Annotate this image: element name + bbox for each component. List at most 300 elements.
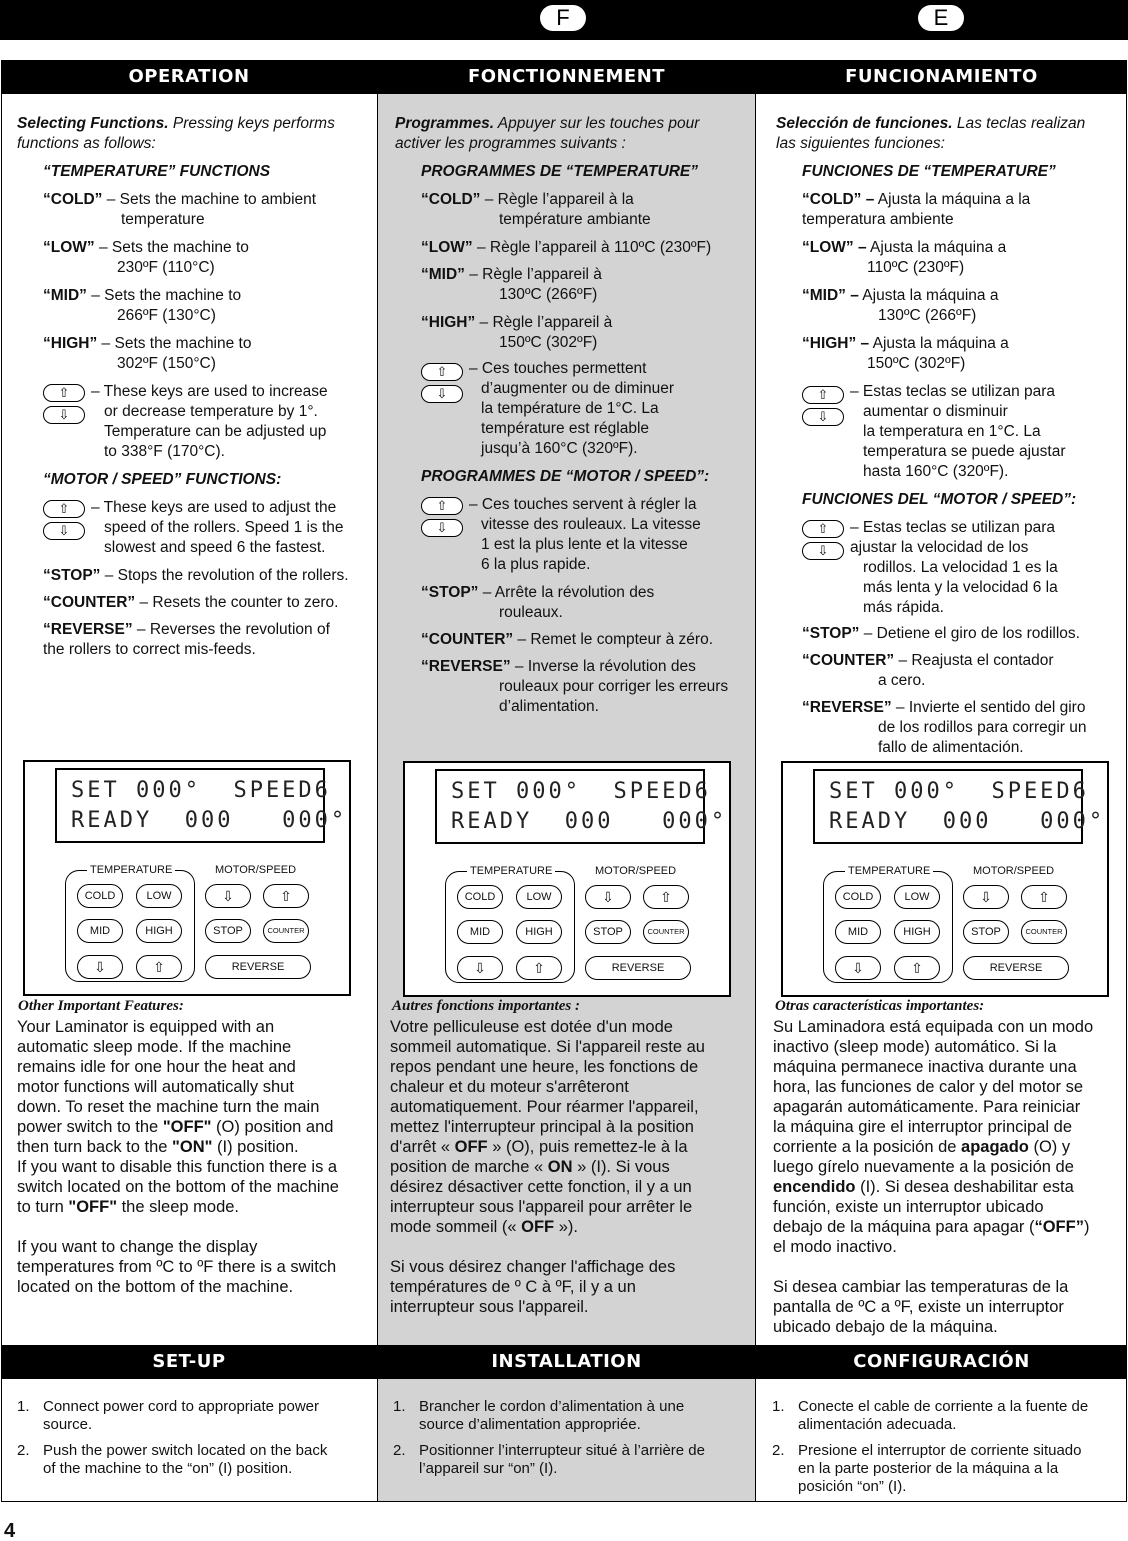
up-arrow-icon: ⇧ <box>421 497 463 515</box>
fr-feat-f: »). <box>554 1218 578 1236</box>
fr-features-line <box>390 1217 750 1237</box>
fr-operation-text <box>395 114 745 717</box>
en-setup-step-2 <box>17 1442 367 1478</box>
setup-heading-bar <box>1 1345 1127 1379</box>
es-reverse <box>802 698 1121 718</box>
fr-features-title: Autres fonctions importantes : <box>392 998 580 1014</box>
en-feat-a: power switch to the <box>17 1118 163 1136</box>
fr-stop-text-2: rouleaux. <box>499 604 563 621</box>
fr-counter-text: – Remet le compteur à zéro. <box>513 631 714 648</box>
es-low-text: Ajusta la máquina a <box>866 239 1007 256</box>
fr-low-key: “LOW” <box>421 239 473 256</box>
temp-down-arrow-icon[interactable]: ⇩ <box>77 955 123 979</box>
en-temp-keys-line: – These keys are used to increase <box>91 383 328 400</box>
temp-down-arrow-icon[interactable]: ⇩ <box>835 956 881 980</box>
es-motor-title: FUNCIONES DEL “MOTOR / SPEED”: <box>802 491 1077 508</box>
heading-setup: SET-UP <box>152 1351 226 1372</box>
fr-setup-step-1 <box>393 1398 748 1434</box>
step-text: alimentación adecuada. <box>798 1416 957 1433</box>
es-feat-f: ) <box>1083 1218 1090 1236</box>
en-intro-rest: Pressing keys performs functions as follows: <box>17 115 335 152</box>
en-temp-keys-line: Temperature can be adjusted up <box>104 423 327 440</box>
fr-features-line: repos pendant une heure, les fonctions de <box>390 1058 699 1076</box>
up-arrow-icon: ⇧ <box>421 363 463 381</box>
es-low-key: “LOW” – <box>802 239 867 256</box>
lcd-line-2: READY 000 000° <box>71 808 348 833</box>
es-setup-list <box>772 1398 1122 1504</box>
fr-feat-d: » (I). Si vous <box>572 1158 670 1176</box>
es-reverse-key: “REVERSE” <box>802 699 892 716</box>
en-cold-key: “COLD” <box>43 191 103 208</box>
lang-marker-e: E <box>918 5 964 31</box>
speed-up-arrow-icon[interactable]: ⇧ <box>1021 885 1067 909</box>
fr-features-body <box>390 1017 750 1317</box>
es-operation-text <box>776 114 1121 758</box>
en-cold-text-2: temperature <box>121 211 205 228</box>
step-text: source. <box>43 1416 93 1433</box>
es-features-line: inactivo (sleep mode) automático. Si la <box>773 1038 1057 1056</box>
en-stop-key: “STOP” <box>43 567 101 584</box>
es-mid <box>802 286 1121 306</box>
lcd-display <box>813 769 1106 844</box>
es-features-title: Otras características importantes: <box>775 998 985 1014</box>
speed-up-arrow-icon[interactable]: ⇧ <box>263 884 309 908</box>
fr-cold-text-2: température ambiante <box>499 211 651 228</box>
es-high-text-2: 150ºC (302ºF) <box>867 355 966 372</box>
en-features-line: Your Laminator is equipped with an <box>17 1018 275 1036</box>
step-text: posición “on” (I). <box>798 1478 907 1495</box>
counter-button[interactable]: COUNTER <box>643 920 689 944</box>
es-low-text-2: 110ºC (230ºF) <box>867 259 965 276</box>
column-divider <box>755 60 756 1502</box>
en-high-text-2: 302ºF (150°C) <box>117 355 216 372</box>
fr-high <box>421 313 745 333</box>
fr-feat-on: ON <box>547 1158 573 1176</box>
temperature-label: TEMPERATURE <box>87 864 175 876</box>
fr-cold-text: – Règle l’appareil à la <box>480 191 634 208</box>
es-feat-a: corriente a la posición de <box>773 1138 962 1156</box>
step-number: 2. <box>17 1442 30 1459</box>
en-features-line <box>17 1117 372 1137</box>
fr-features-line: interrupteur sous l'appareil pour arrêter le <box>390 1198 693 1216</box>
es-temp-keys-line: la temperatura en 1°C. La <box>863 423 1041 440</box>
temp-up-arrow-icon[interactable]: ⇧ <box>894 956 940 980</box>
en-features-line: motor functions will automatically shut <box>17 1078 294 1096</box>
es-features-line: luego gírelo nuevamente a la posición de <box>773 1158 1074 1176</box>
en-features-line: located on the bottom of the machine. <box>17 1278 294 1296</box>
es-features-line: ubicado debajo de la máquina. <box>773 1318 998 1336</box>
fr-high-key: “HIGH” <box>421 314 476 331</box>
fr-intro <box>395 114 745 134</box>
en-operation-text <box>17 114 367 660</box>
es-counter <box>802 651 1121 671</box>
fr-mid <box>421 265 745 285</box>
es-feat-on: encendido <box>773 1178 856 1196</box>
en-low-key: “LOW” <box>43 239 95 256</box>
fr-reverse-key: “REVERSE” <box>421 658 511 675</box>
es-setup-step-1 <box>772 1398 1122 1434</box>
en-feat-off-2: "OFF" <box>68 1198 118 1216</box>
en-features-body <box>17 1017 372 1297</box>
fr-temp-keys <box>421 359 745 459</box>
es-cold-key: “COLD” – <box>802 191 875 208</box>
es-features-line: máquina permanece inactiva durante una <box>773 1058 1077 1076</box>
lcd-display <box>435 769 728 844</box>
en-feat-b: (O) position and <box>211 1118 334 1136</box>
operation-heading-bar <box>1 60 1127 94</box>
es-features-line <box>773 1177 1123 1197</box>
up-arrow-icon: ⇧ <box>43 500 85 518</box>
en-feat-on: "ON" <box>172 1138 213 1156</box>
page-number: 4 <box>4 1520 16 1541</box>
en-cold-text: – Sets the machine to ambient <box>102 191 317 208</box>
step-text: Positionner l’interrupteur situé à l’arrière de <box>419 1442 705 1459</box>
es-motor-keys-line: rodillos. La velocidad 1 es la <box>863 559 1058 576</box>
es-high-text: Ajusta la máquina a <box>869 335 1009 352</box>
step-number: 1. <box>772 1398 785 1415</box>
down-arrow-icon: ⇩ <box>43 522 85 540</box>
up-arrow-icon: ⇧ <box>43 384 85 402</box>
en-feat-f: the sleep mode. <box>117 1198 240 1216</box>
fr-cold-key: “COLD” <box>421 191 481 208</box>
temp-down-arrow-icon[interactable]: ⇩ <box>457 956 503 980</box>
fr-intro-bold: Programmes. <box>395 115 495 132</box>
mid-button[interactable]: MID <box>835 920 881 944</box>
en-features-line: automatic sleep mode. If the machine <box>17 1038 292 1056</box>
es-high <box>802 334 1121 354</box>
en-feat-c: then turn back to the <box>17 1138 173 1156</box>
step-text: source d’alimentation appropriée. <box>419 1416 641 1433</box>
es-temp-title: FUNCIONES DE “TEMPERATURE” <box>802 163 1056 180</box>
fr-features-line: automatiquement. Pour réarmer l'appareil, <box>390 1098 699 1116</box>
counter-button[interactable]: COUNTER <box>263 919 309 943</box>
es-feat-e: debajo de la máquina para apagar ( <box>773 1218 1035 1236</box>
en-low-text-2: 230ºF (110°C) <box>117 259 215 276</box>
step-text: Presione el interruptor de corriente situado <box>798 1442 1082 1459</box>
es-motor-keys <box>776 518 1121 618</box>
down-arrow-icon: ⇩ <box>802 542 844 560</box>
reverse-button[interactable]: REVERSE <box>585 956 691 980</box>
en-high-text: – Sets the machine to <box>97 335 252 352</box>
en-temp-title: “TEMPERATURE” FUNCTIONS <box>43 163 271 180</box>
fr-reverse-text: – Inverse la révolution des <box>510 658 696 675</box>
fr-counter <box>421 630 745 650</box>
lcd-line-2: READY 000 000° <box>829 809 1106 834</box>
en-cold <box>43 190 367 210</box>
es-intro-rest-2: las siguientes funciones: <box>776 135 945 152</box>
mid-button[interactable]: MID <box>77 919 123 943</box>
en-counter <box>43 593 367 613</box>
en-temp-keys <box>43 382 367 462</box>
high-button[interactable]: HIGH <box>516 920 562 944</box>
es-features-line <box>773 1137 1123 1157</box>
es-features-line: Si desea cambiar las temperaturas de la <box>773 1278 1069 1296</box>
en-setup-step-1 <box>17 1398 367 1434</box>
en-feat-e: to turn <box>17 1198 69 1216</box>
control-panel-diagram <box>23 760 351 996</box>
lang-marker-f: F <box>540 5 586 31</box>
fr-mid-text-2: 130ºC (266ºF) <box>499 286 598 303</box>
down-arrow-icon: ⇩ <box>421 519 463 537</box>
motor-speed-label: MOTOR/SPEED <box>215 864 297 876</box>
es-temp-keys <box>802 382 1121 482</box>
es-features-line: función, existe un interruptor ubicado <box>773 1198 1044 1216</box>
en-features-line: switch located on the bottom of the machine <box>17 1178 339 1196</box>
up-arrow-icon: ⇧ <box>802 520 844 538</box>
heading-fonctionnement: FONCTIONNEMENT <box>467 66 666 87</box>
speed-down-arrow-icon[interactable]: ⇩ <box>963 885 1009 909</box>
en-high-key: “HIGH” <box>43 335 98 352</box>
fr-intro-rest-2: activer les programmes suivants : <box>395 135 626 152</box>
fr-features-line: Si vous désirez changer l'affichage des <box>390 1258 676 1276</box>
en-motor-keys-line: – These keys are used to adjust the <box>91 499 337 516</box>
en-features-line: If you want to change the display <box>17 1238 258 1256</box>
fr-high-text: – Règle l’appareil à <box>475 314 613 331</box>
fr-features-line: désirez désactiver cette fonction, il y a un <box>390 1178 692 1196</box>
fr-motor-keys-line: 6 la plus rapide. <box>481 556 591 573</box>
cold-button[interactable]: COLD <box>77 884 123 908</box>
en-features-line <box>17 1137 372 1157</box>
control-panel-diagram <box>781 761 1109 997</box>
en-counter-text: – Resets the counter to zero. <box>135 594 339 611</box>
es-temp-keys-line: aumentar o disminuir <box>863 403 1008 420</box>
fr-feat-b: » (O), puis remettez-le à la <box>487 1138 688 1156</box>
speed-down-arrow-icon[interactable]: ⇩ <box>205 884 251 908</box>
es-low <box>802 238 1121 258</box>
step-number: 2. <box>393 1442 406 1459</box>
lcd-line-1: SET 000° SPEED6 <box>71 778 331 803</box>
fr-feat-a: d'arrêt « <box>390 1138 455 1156</box>
temperature-label: TEMPERATURE <box>467 865 555 877</box>
es-motor-keys-line: más lenta y la velocidad 6 la <box>863 579 1058 596</box>
up-arrow-icon: ⇧ <box>802 386 844 404</box>
es-motor-keys-line: más rápida. <box>863 599 944 616</box>
es-features-line: la máquina gire el interruptor principal de <box>773 1118 1072 1136</box>
fr-features-line: sommeil automatique. Si l'appareil reste au <box>390 1038 705 1056</box>
en-features-title: Other Important Features: <box>18 998 184 1014</box>
fr-motor-keys-line: – Ces touches servent à régler la <box>469 496 697 513</box>
fr-temp-keys-line: la température de 1°C. La <box>481 400 659 417</box>
es-intro-rest: Las teclas realizan <box>952 115 1086 132</box>
high-button[interactable]: HIGH <box>136 919 182 943</box>
fr-mid-key: “MID” <box>421 266 465 283</box>
fr-features-line <box>390 1157 750 1177</box>
en-features-line: remains idle for one hour the heat and <box>17 1058 296 1076</box>
en-mid <box>43 286 367 306</box>
motor-speed-label: MOTOR/SPEED <box>973 865 1055 877</box>
counter-button[interactable]: COUNTER <box>1021 920 1067 944</box>
en-stop <box>43 566 367 586</box>
step-number: 1. <box>17 1398 30 1415</box>
fr-motor-keys-line: 1 est la plus lente et la vitesse <box>481 536 688 553</box>
es-cold-text: Ajusta la máquina a la <box>874 191 1031 208</box>
lcd-line-2: READY 000 000° <box>451 809 728 834</box>
low-button[interactable]: LOW <box>894 885 940 909</box>
es-features-line <box>773 1217 1123 1237</box>
step-text: Brancher le cordon d’alimentation à une <box>419 1398 685 1415</box>
fr-motor-keys <box>395 495 745 575</box>
es-features-body <box>773 1017 1123 1337</box>
fr-temp-keys-line: température est réglable <box>481 420 650 437</box>
fr-counter-key: “COUNTER” <box>421 631 514 648</box>
lcd-line-1: SET 000° SPEED6 <box>829 779 1089 804</box>
fr-reverse-text-3: d’alimentation. <box>499 698 599 715</box>
heading-configuracion: CONFIGURACIÓN <box>853 1351 1030 1372</box>
fr-intro-rest: Appuyer sur les touches pour <box>494 115 700 132</box>
fr-temp-title: PROGRAMMES DE “TEMPERATURE” <box>421 163 699 180</box>
fr-temp-keys-line: d’augmenter ou de diminuer <box>481 380 675 397</box>
es-features-line: hora, las funciones de calor y del motor se <box>773 1078 1083 1096</box>
column-divider <box>377 60 378 1502</box>
en-mid-text: – Sets the machine to <box>86 287 242 304</box>
en-features-line: down. To reset the machine turn the main <box>17 1098 320 1116</box>
fr-motor-title: PROGRAMMES DE “MOTOR / SPEED”: <box>421 468 710 485</box>
fr-features-line: Votre pelliculeuse est dotée d'un mode <box>390 1018 673 1036</box>
fr-features-line: mettez l'interrupteur principal à la position <box>390 1118 694 1136</box>
en-temp-keys-line: or decrease temperature by 1°. <box>104 403 318 420</box>
es-setup-step-2 <box>772 1442 1122 1496</box>
es-counter-key: “COUNTER” <box>802 652 895 669</box>
es-mid-text-2: 130ºC (266ºF) <box>878 307 977 324</box>
en-reverse-key: “REVERSE” <box>43 621 133 638</box>
es-motor-keys-line: ajustar la velocidad de los <box>850 539 1029 556</box>
es-features-line: pantalla de ºC a ºF, existe un interruptor <box>773 1298 1064 1316</box>
speed-down-arrow-icon[interactable]: ⇩ <box>585 885 631 909</box>
en-features-line: temperatures from ºC to ºF there is a switch <box>17 1258 337 1276</box>
fr-feat-off-2: OFF <box>521 1218 555 1236</box>
es-mid-text: Ajusta la máquina a <box>858 287 999 304</box>
en-reverse <box>43 620 367 640</box>
fr-temp-keys-line: jusqu’à 160°C (320ºF). <box>481 440 638 457</box>
en-intro-bold: Selecting Functions. <box>17 115 169 132</box>
es-reverse-text-2: de los rodillos para corregir un <box>878 719 1087 736</box>
heading-operation: OPERATION <box>128 66 250 87</box>
cold-button[interactable]: COLD <box>835 885 881 909</box>
temp-up-arrow-icon[interactable]: ⇧ <box>516 956 562 980</box>
reverse-button[interactable]: REVERSE <box>963 956 1069 980</box>
low-button[interactable]: LOW <box>136 884 182 908</box>
motor-speed-label: MOTOR/SPEED <box>595 865 677 877</box>
en-low-text: – Sets the machine to <box>94 239 249 256</box>
high-button[interactable]: HIGH <box>894 920 940 944</box>
es-feat-off-2: “OFF” <box>1034 1218 1084 1236</box>
top-bar <box>0 0 1128 40</box>
stop-button[interactable]: STOP <box>963 920 1009 944</box>
fr-cold <box>421 190 745 210</box>
down-arrow-icon: ⇩ <box>421 385 463 403</box>
en-temp-keys-line: to 338°F (170°C). <box>104 443 225 460</box>
step-number: 1. <box>393 1398 406 1415</box>
fr-low <box>421 238 745 258</box>
es-temp-keys-line: – Estas teclas se utilizan para <box>850 383 1056 400</box>
es-features-line: apagarán automáticamente. Para reiniciar <box>773 1098 1081 1116</box>
en-low <box>43 238 367 258</box>
en-stop-text: – Stops the revolution of the rollers. <box>100 567 349 584</box>
es-reverse-text-3: fallo de alimentación. <box>878 739 1024 756</box>
lcd-display <box>55 768 348 843</box>
en-mid-key: “MID” <box>43 287 87 304</box>
step-number: 2. <box>772 1442 785 1459</box>
step-text: en la parte posterior de la máquina a la <box>798 1460 1059 1477</box>
temperature-label: TEMPERATURE <box>845 865 933 877</box>
en-features-line: If you want to disable this function there is a <box>17 1158 338 1176</box>
fr-temp-keys-line: – Ces touches permettent <box>469 360 647 377</box>
es-mid-key: “MID” – <box>802 287 859 304</box>
fr-mid-text: – Règle l’appareil à <box>464 266 602 283</box>
mid-button[interactable]: MID <box>457 920 503 944</box>
es-features-line: el modo inactivo. <box>773 1238 897 1256</box>
control-panel-diagram <box>403 761 731 997</box>
en-reverse-text: – Reverses the revolution of <box>132 621 330 638</box>
lcd-line-1: SET 000° SPEED6 <box>451 779 711 804</box>
heading-funcionamiento: FUNCIONAMIENTO <box>845 66 1038 87</box>
es-feat-b: (O) y <box>1028 1138 1071 1156</box>
es-stop-text: – Detiene el giro de los rodillos. <box>859 625 1080 642</box>
temp-up-arrow-icon[interactable]: ⇧ <box>136 955 182 979</box>
es-temp-keys-line: temperatura se puede ajustar <box>863 443 1066 460</box>
es-intro <box>776 114 1121 134</box>
en-counter-key: “COUNTER” <box>43 594 136 611</box>
fr-reverse <box>421 657 745 677</box>
step-text: Push the power switch located on the back <box>43 1442 328 1459</box>
es-cold-text-2: temperatura ambiente <box>802 211 954 228</box>
reverse-button[interactable]: REVERSE <box>205 955 311 979</box>
en-motor-title: “MOTOR / SPEED” FUNCTIONS: <box>43 471 282 488</box>
en-features-line <box>17 1197 372 1217</box>
fr-features-line: chaleur et du moteur s'arrêteront <box>390 1078 629 1096</box>
fr-feat-c: position de marche « <box>390 1158 548 1176</box>
stop-button[interactable]: STOP <box>205 919 251 943</box>
speed-up-arrow-icon[interactable]: ⇧ <box>643 885 689 909</box>
en-feat-off: "OFF" <box>162 1118 212 1136</box>
en-motor-keys-line: slowest and speed 6 the fastest. <box>104 539 326 556</box>
en-mid-text-2: 266ºF (130°C) <box>117 307 216 324</box>
es-reverse-text: – Invierte el sentido del giro <box>891 699 1086 716</box>
es-cold <box>802 190 1121 210</box>
step-text: l’appareil sur “on” (I). <box>419 1460 558 1477</box>
fr-features-line: températures de º C à ºF, il y a un <box>390 1278 636 1296</box>
en-motor-keys <box>17 498 367 558</box>
down-arrow-icon: ⇩ <box>43 406 85 424</box>
fr-feat-e: mode sommeil (« <box>390 1218 522 1236</box>
es-feat-d: (I). Si desea deshabilitar esta <box>855 1178 1074 1196</box>
en-motor-keys-line: speed of the rollers. Speed 1 is the <box>104 519 344 536</box>
fr-features-line <box>390 1137 750 1157</box>
es-intro-bold: Selección de funciones. <box>776 115 953 132</box>
fr-setup-step-2 <box>393 1442 748 1478</box>
fr-motor-keys-line: vitesse des rouleaux. La vitesse <box>481 516 701 533</box>
low-button[interactable]: LOW <box>516 885 562 909</box>
stop-button[interactable]: STOP <box>585 920 631 944</box>
es-stop <box>802 624 1121 644</box>
fr-reverse-text-2: rouleaux pour corriger les erreurs <box>499 678 729 695</box>
es-counter-text: – Reajusta el contador <box>894 652 1054 669</box>
fr-features-line: interrupteur sous l'appareil. <box>390 1298 589 1316</box>
es-feat-off: apagado <box>961 1138 1029 1156</box>
cold-button[interactable]: COLD <box>457 885 503 909</box>
fr-stop-text: – Arrête la révolution des <box>478 584 655 601</box>
en-intro <box>17 114 367 154</box>
es-features-line: Su Laminadora está equipada con un modo <box>773 1018 1094 1036</box>
fr-setup-list <box>393 1398 748 1486</box>
fr-stop-key: “STOP” <box>421 584 479 601</box>
en-setup-list <box>17 1398 367 1486</box>
es-counter-text-2: a cero. <box>878 672 926 689</box>
fr-stop <box>421 583 745 603</box>
down-arrow-icon: ⇩ <box>802 408 844 426</box>
es-high-key: “HIGH” – <box>802 335 870 352</box>
en-feat-d: (I) position. <box>212 1138 299 1156</box>
